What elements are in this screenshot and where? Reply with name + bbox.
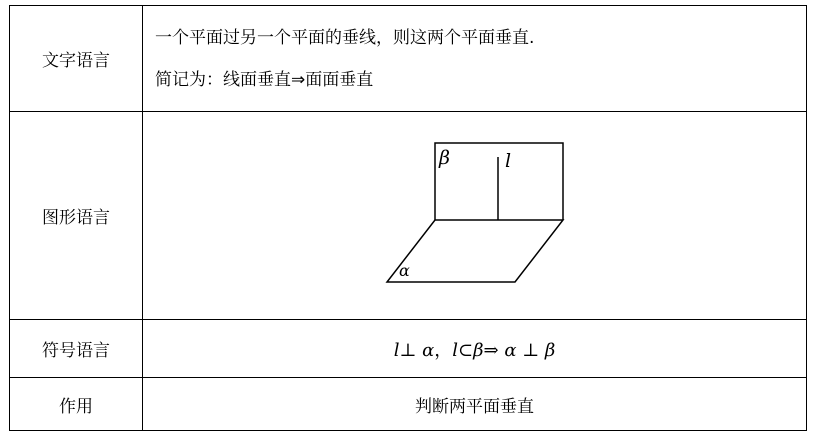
theorem-table <box>9 5 807 431</box>
row-label-text-language: 文字语言 <box>10 6 143 112</box>
theorem-statement: 一个平面过另一个平面的垂线，则这两个平面垂直. <box>155 27 535 48</box>
symbol-expression <box>394 340 556 361</box>
symbol-expression-part2: l⊂β⇒ α ⊥ β <box>452 339 556 361</box>
row-label-usage: 作用 <box>10 378 143 431</box>
row-usage <box>10 378 807 431</box>
perpendicular-planes-figure <box>143 112 807 314</box>
row-figure-language <box>10 112 807 320</box>
row-label-symbol-language: 符号语言 <box>10 320 143 378</box>
theorem-shorthand: 简记为：线面垂直⇒面面垂直 <box>155 69 374 90</box>
usage-cell: 判断两平面垂直 <box>143 378 807 431</box>
beta-label: β <box>439 147 450 169</box>
text-language-cell <box>143 6 807 112</box>
row-text-language <box>10 6 807 112</box>
figure-cell <box>143 112 807 320</box>
symbol-cell <box>143 320 807 378</box>
row-symbol-language <box>10 320 807 378</box>
plane-beta <box>435 143 563 220</box>
alpha-label: α <box>399 261 410 280</box>
symbol-expression-comma: ， <box>434 339 453 361</box>
symbol-expression-part1: l⊥ α <box>393 339 435 361</box>
line-l-label: l <box>505 150 512 172</box>
row-label-figure-language: 图形语言 <box>10 112 143 320</box>
plane-alpha <box>387 220 563 282</box>
